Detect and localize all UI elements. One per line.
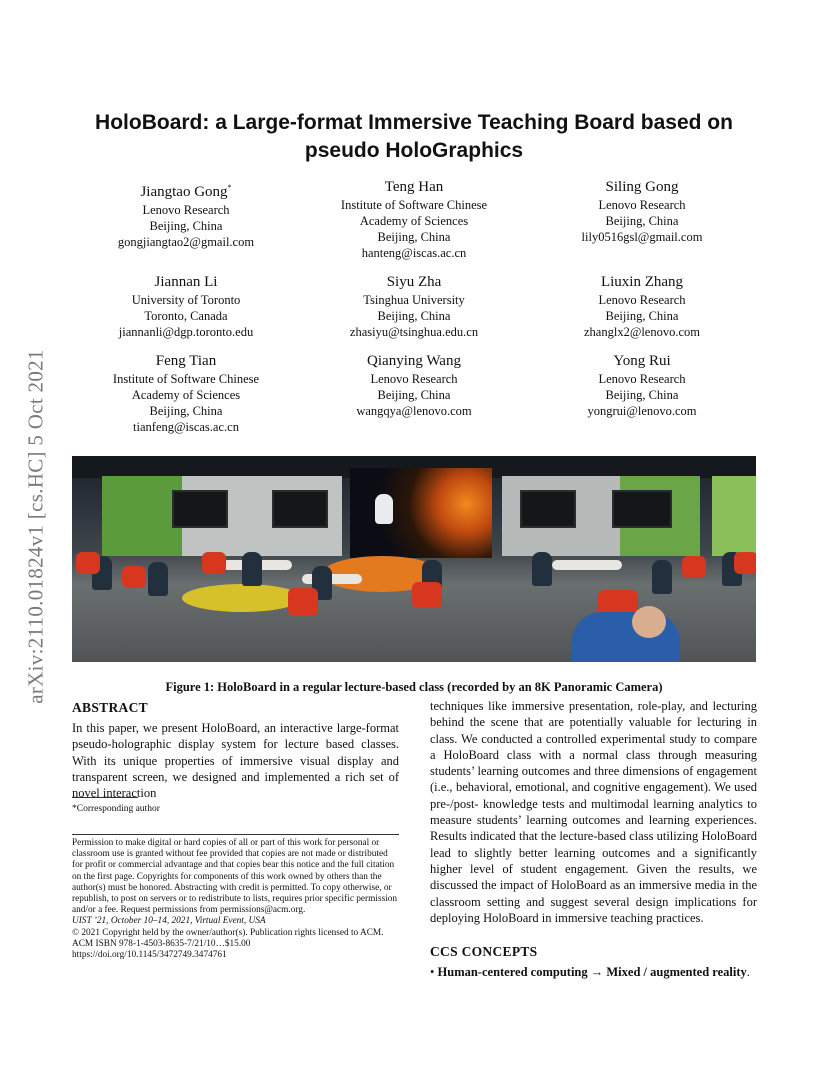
author-name: Jiannan Li [154, 274, 218, 290]
author-name: Liuxin Zhang [600, 274, 684, 290]
author-email[interactable]: tianfeng@iscas.ac.cn [133, 420, 239, 434]
ccs-heading: CCS CONCEPTS [430, 944, 538, 960]
author-email[interactable]: jiannanli@dgp.toronto.edu [118, 325, 254, 339]
author-row [72, 352, 756, 435]
author-affiliation: Beijing, China [377, 309, 451, 323]
permission-block [72, 838, 399, 961]
author-affiliation: Beijing, China [149, 404, 223, 418]
author-affiliation: Beijing, China [605, 309, 679, 323]
abstract-text-left: In this paper, we present HoloBoard, an interactive large-format pseudo-holographic display system for lecture based classes. With its unique properties of immersive visual display and transparent screen, we designed and implemented a rich set of novel interaction [72, 721, 399, 801]
figure-blackboard [172, 490, 228, 528]
arxiv-identifier-text: arXiv:2110.01824v1 [cs.HC] 5 Oct 2021 [23, 348, 48, 704]
author-card [300, 178, 528, 261]
author-name-line [300, 273, 528, 292]
author-name-line [528, 352, 756, 371]
author-affiliation: Beijing, China [149, 219, 223, 233]
author-card [300, 352, 528, 435]
author-email[interactable]: lily0516gsl@gmail.com [581, 230, 703, 244]
author-card [300, 273, 528, 340]
author-name: Siling Gong [605, 179, 679, 195]
author-email[interactable]: zhanglx2@lenovo.com [584, 325, 700, 339]
author-affiliation: Lenovo Research [598, 198, 686, 212]
paper-title: HoloBoard: a Large-format Immersive Teaching Board based on pseudo HoloGraphics [95, 111, 733, 162]
author-name-line [72, 273, 300, 292]
author-row [72, 178, 756, 261]
isbn-line: ACM ISBN 978-1-4503-8635-7/21/10…$15.00 [72, 938, 251, 949]
author-email[interactable]: yongrui@lenovo.com [587, 404, 697, 418]
author-name-line [72, 352, 300, 371]
figure-holoboard-screen [350, 468, 492, 558]
figure-student [148, 562, 168, 596]
figure-panoramic-classroom-photo [72, 456, 756, 662]
figure-astronaut-hologram [375, 494, 393, 524]
figure-green-wall [102, 476, 182, 556]
author-card [528, 352, 756, 435]
figure-student [242, 552, 262, 586]
author-affiliation: Lenovo Research [598, 293, 686, 307]
left-column [72, 700, 399, 801]
author-affiliation: University of Toronto [131, 293, 241, 307]
author-affiliation: Toronto, Canada [144, 309, 228, 323]
author-affiliation: Institute of Software Chinese [112, 372, 260, 386]
ccs-item [430, 964, 757, 980]
figure-red-chair [734, 552, 756, 574]
author-card [528, 178, 756, 261]
author-affiliation: Academy of Sciences [131, 388, 241, 402]
ccs-concepts-section [430, 944, 757, 980]
author-affiliation: Beijing, China [605, 214, 679, 228]
author-name: Qianying Wang [367, 353, 461, 369]
author-affiliation: Beijing, China [605, 388, 679, 402]
author-affiliation: Lenovo Research [370, 372, 458, 386]
figure-caption: Figure 1: HoloBoard in a regular lecture-based class (recorded by an 8K Panoramic Camera) [165, 680, 663, 694]
author-name-line [528, 178, 756, 197]
figure-desk [552, 560, 622, 570]
author-name-line [528, 273, 756, 292]
right-column [430, 698, 757, 980]
author-name-line [300, 178, 528, 197]
abstract-text-right: techniques like immersive presentation, role-play, and lecturing behind the scene that are potentially valuable for lecturing in class. We conducted a controlled experimental study to compare a HoloBoard class with a normal class through measuring students’ learning outcomes and three dimensions of engagement (i.e., behavioral, emotional, and cognitive engagement). We used pre-/post- knowledge tests and multimodal learning analytics to measure students’ learning outcomes and learning experiences. Results indicated that the lecture-based class utilizing HoloBoard lead to slightly better learning outcomes and a significantly higher level of student engagement. Given the results, we discussed the impact of HoloBoard as an immersive media in the classroom setting and suggest several design implications for deploying HoloBoard in immersive teaching practices. [430, 699, 757, 925]
copyright-line: © 2021 Copyright held by the owner/author(s). Publication rights licensed to ACM. [72, 927, 384, 938]
author-affiliation: Institute of Software Chinese [340, 198, 488, 212]
author-card [528, 273, 756, 340]
figure-student [652, 560, 672, 594]
footnote-divider [72, 797, 138, 798]
author-card [72, 352, 300, 435]
corresponding-author-footnote: *Corresponding author [72, 804, 160, 814]
doi-link[interactable]: https://doi.org/10.1145/3472749.3474761 [72, 950, 227, 961]
figure-red-chair [202, 552, 226, 574]
author-affiliation: Lenovo Research [142, 203, 230, 217]
author-card [72, 273, 300, 340]
author-affiliation: Lenovo Research [598, 372, 686, 386]
ccs-bullet: • [430, 965, 435, 980]
author-email[interactable]: wangqya@lenovo.com [356, 404, 472, 418]
corresponding-author-mark: * [227, 183, 232, 192]
author-affiliation: Beijing, China [377, 230, 451, 244]
author-name: Yong Rui [613, 353, 671, 369]
abstract-heading: ABSTRACT [72, 700, 148, 715]
figure-student [532, 552, 552, 586]
figure-desk [302, 574, 362, 584]
figure-red-chair [682, 556, 706, 578]
author-name: Jiangtao Gong [140, 184, 228, 200]
author-email[interactable]: hanteng@iscas.ac.cn [361, 246, 467, 260]
author-block [72, 178, 756, 447]
permission-divider [72, 834, 399, 835]
author-email[interactable]: gongjiangtao2@gmail.com [117, 235, 255, 249]
permission-text: Permission to make digital or hard copies of all or part of this work for personal or classroom use is granted without fee provided that copies are not made or distributed for profit or commercial advantage and that copies bear this notice and the full citation on the first page. Copyrights for components of this work owned by others than the author(s) must be honored. Abstracting with credit is permitted. To copy otherwise, or republish, to post on servers or to redistribute to lists, requires prior specific permission and/or a fee. Request permissions from permissions@acm.org. [72, 838, 398, 916]
figure-red-chair [122, 566, 146, 588]
figure-teacher-head [632, 606, 666, 638]
figure-red-chair [288, 588, 318, 616]
author-name-line [300, 352, 528, 371]
author-affiliation: Tsinghua University [363, 293, 465, 307]
author-name-line [72, 178, 300, 202]
ccs-item-end: . [746, 965, 750, 980]
figure-red-chair [412, 582, 442, 608]
author-affiliation: Beijing, China [377, 388, 451, 402]
author-row [72, 273, 756, 340]
arxiv-identifier-stamp [22, 296, 50, 756]
author-name: Siyu Zha [386, 274, 442, 290]
figure-blackboard [272, 490, 328, 528]
author-card [72, 178, 300, 261]
author-name: Feng Tian [155, 353, 217, 369]
figure-green-wall [712, 476, 756, 556]
figure-red-chair [76, 552, 100, 574]
ccs-item-text: Human-centered computing → Mixed / augmented reality [437, 965, 747, 980]
figure-blackboard [520, 490, 576, 528]
figure-yellow-floor [182, 584, 302, 612]
author-name: Teng Han [384, 179, 444, 195]
author-affiliation: Academy of Sciences [359, 214, 469, 228]
figure-blackboard [612, 490, 672, 528]
venue-line: UIST ’21, October 10–14, 2021, Virtual Event, USA [72, 916, 266, 927]
author-email[interactable]: zhasiyu@tsinghua.edu.cn [349, 325, 479, 339]
